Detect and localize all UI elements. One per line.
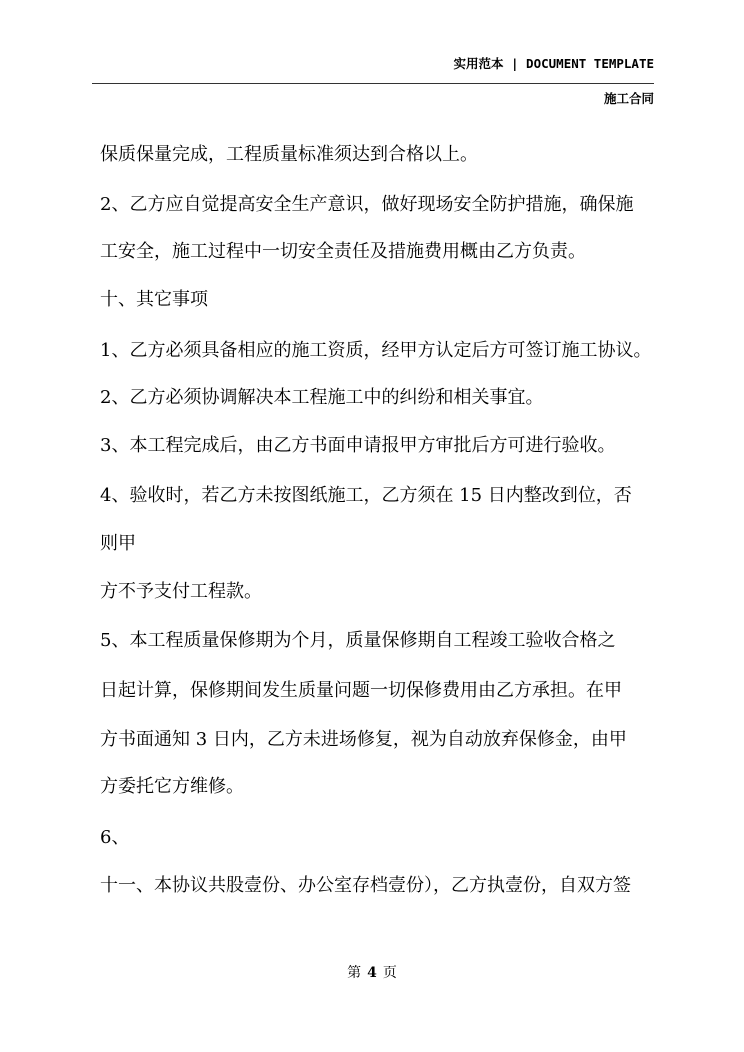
body-line-1: 保质保量完成，工程质量标准须达到合格以上。 — [100, 144, 478, 165]
header-subtitle: 施工合同 — [603, 91, 654, 106]
section-heading-eleven: 十一、本协议共股壹份、办公室存档壹份），乙方执壹份，自双方签 — [100, 875, 631, 896]
body-line-7: 3、本工程完成后，由乙方书面申请报甲方审批后方可进行验收。 — [100, 435, 616, 456]
body-line-3: 工安全，施工过程中一切安全责任及措施费用概由乙方负责。 — [100, 241, 586, 262]
body-line-6: 2、乙方必须协调解决本工程施工中的纠纷和相关事宜。 — [100, 387, 544, 408]
body-line-13: 方书面通知 3 日内，乙方未进场修复，视为自动放弃保修金，由甲 — [100, 729, 627, 750]
body-line-14: 方委托它方维修。 — [100, 776, 244, 797]
body-line-5: 1、乙方必须具备相应的施工资质，经甲方认定后方可签订施工协议。 — [100, 340, 652, 361]
page-number: 4 — [367, 965, 377, 981]
section-heading-other-matters: 十、其它事项 — [100, 289, 208, 310]
header-divider — [92, 83, 654, 84]
page-footer — [0, 962, 744, 982]
footer-prefix: 第 — [347, 965, 362, 981]
body-line-9: 则甲 — [100, 533, 136, 554]
footer-suffix: 页 — [382, 965, 397, 981]
body-line-12: 日起计算，保修期间发生质量问题一切保修费用由乙方承担。在甲 — [100, 680, 622, 701]
body-line-2: 2、乙方应自觉提高安全生产意识，做好现场安全防护措施，确保施 — [100, 194, 634, 215]
body-line-15: 6、 — [100, 827, 130, 848]
body-line-10: 方不予支付工程款。 — [100, 581, 262, 602]
body-line-11: 5、本工程质量保修期为个月，质量保修期自工程竣工验收合格之 — [100, 630, 616, 651]
header-title: 实用范本 | DOCUMENT TEMPLATE — [453, 56, 654, 71]
body-line-8: 4、验收时，若乙方未按图纸施工，乙方须在 15 日内整改到位，否 — [100, 485, 632, 506]
